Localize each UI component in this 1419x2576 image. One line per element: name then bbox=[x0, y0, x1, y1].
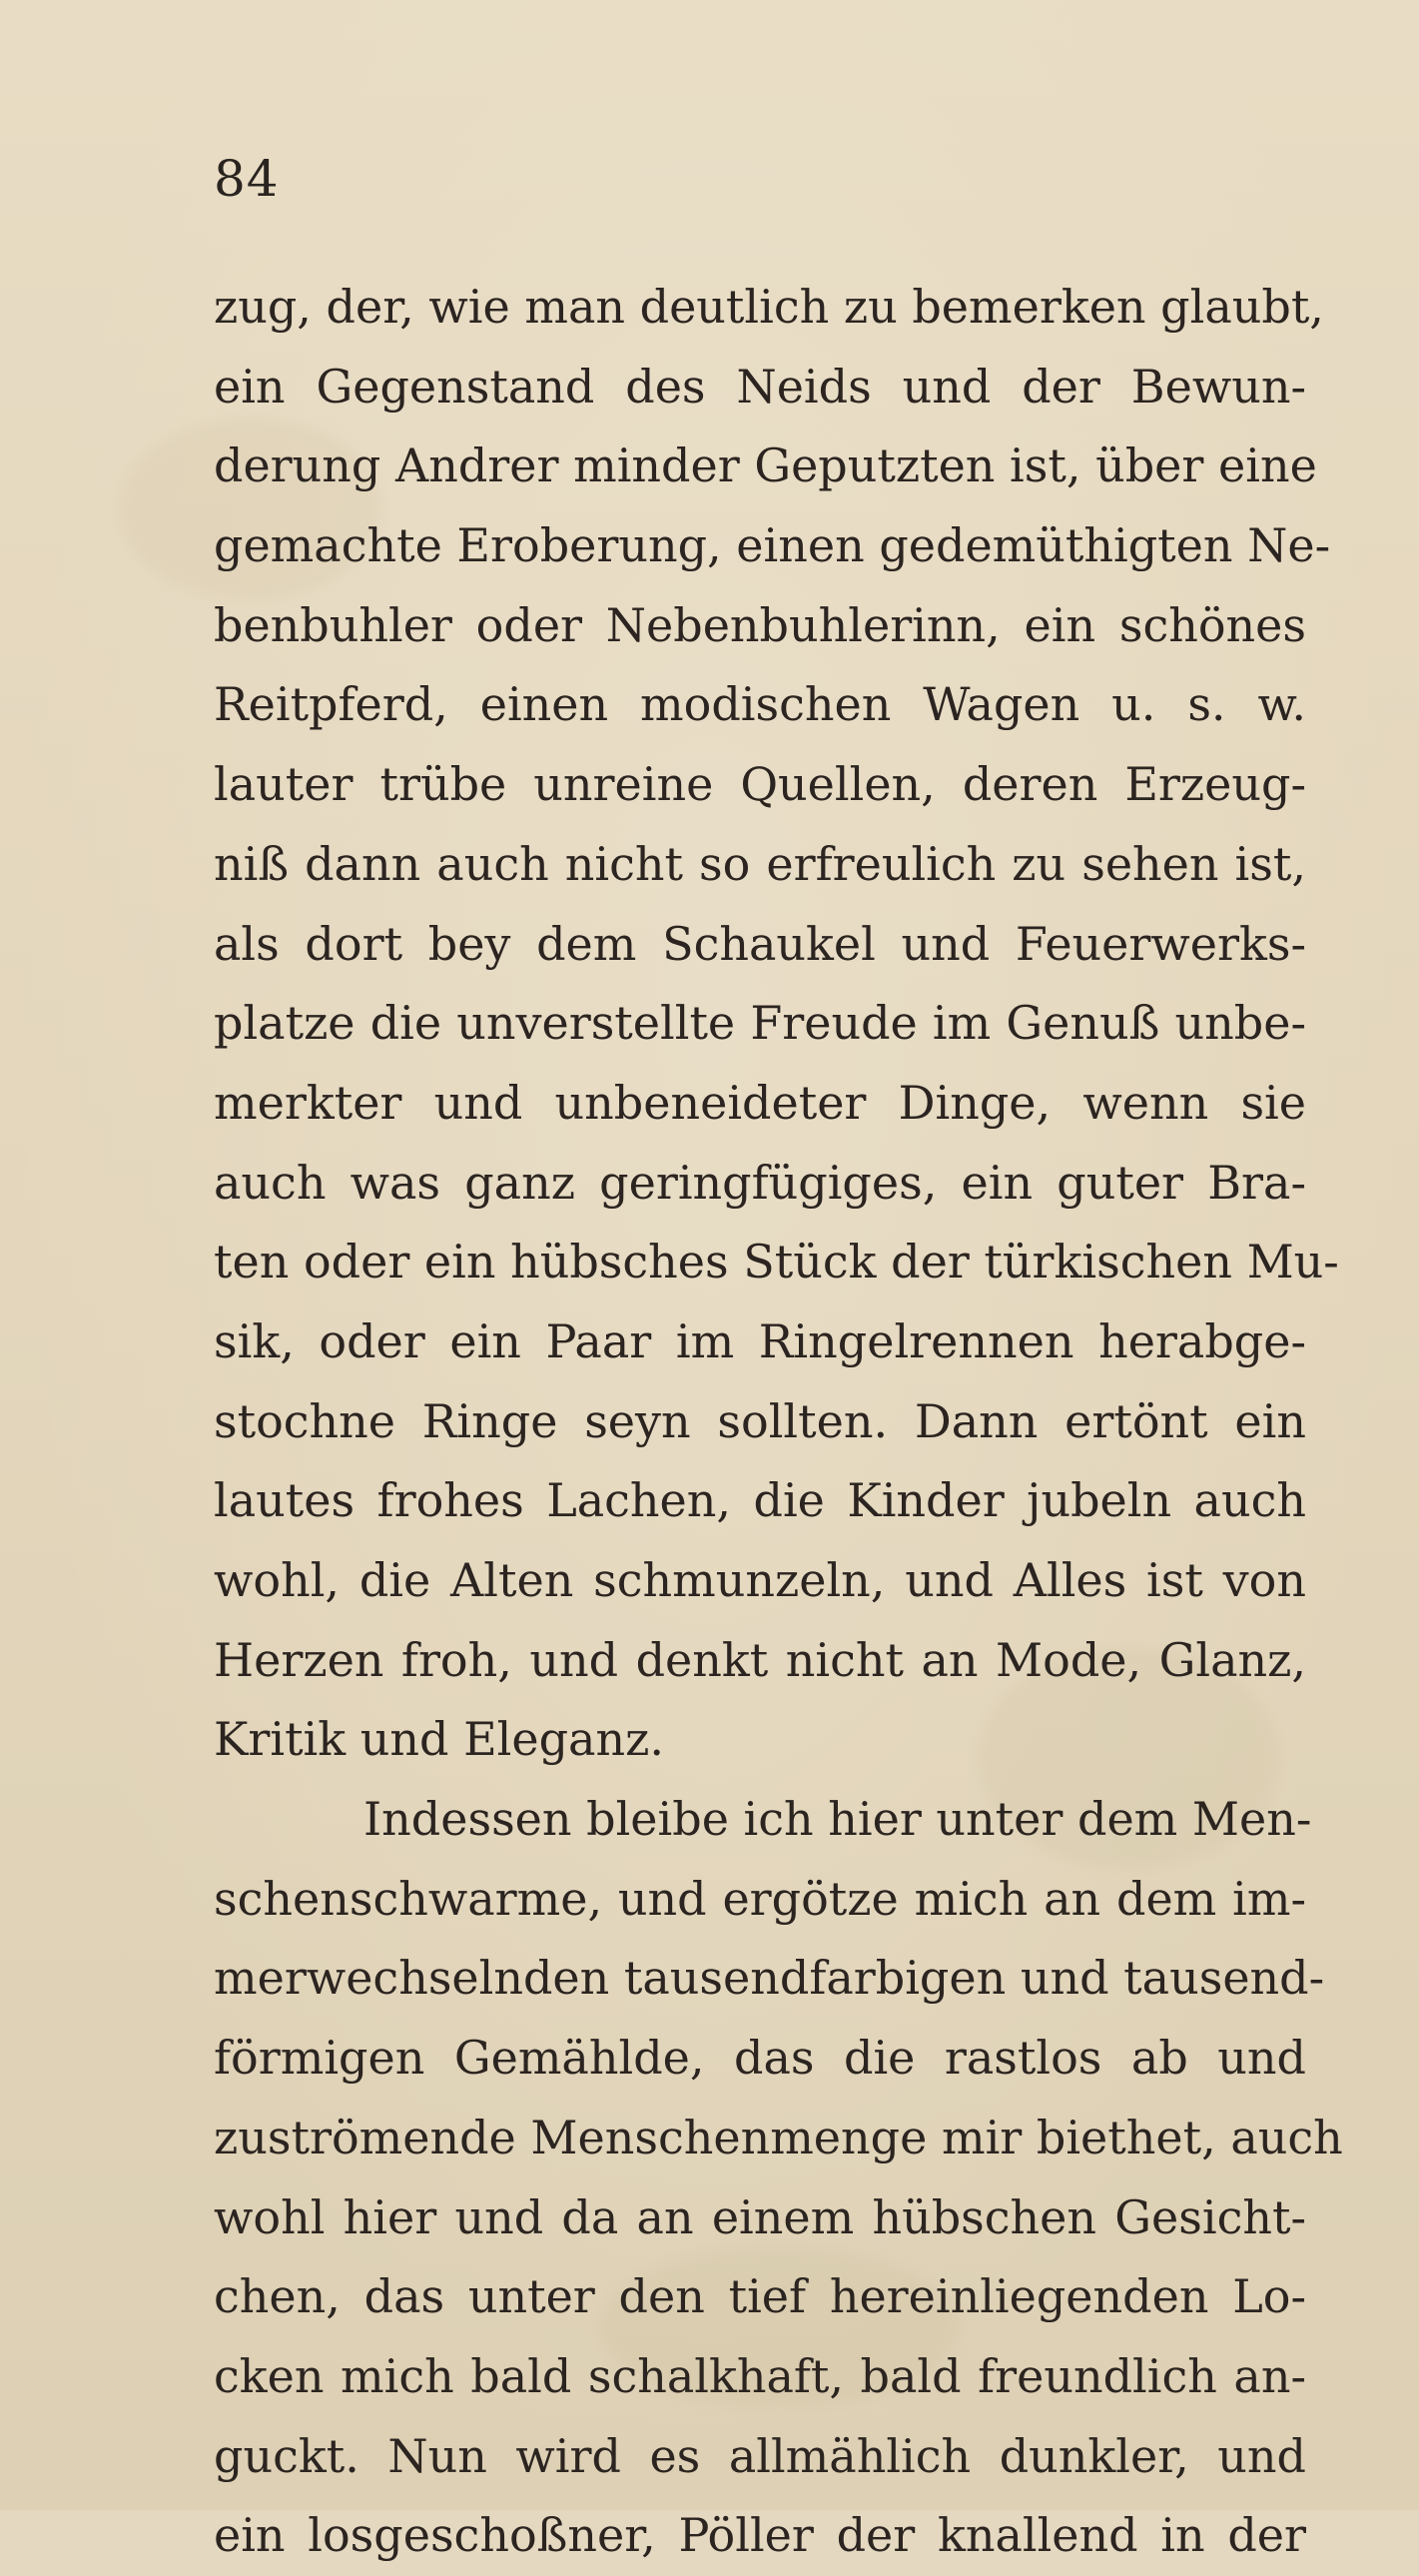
text-line: lauter trübe unreine Quellen, deren Erzeug- bbox=[214, 757, 1306, 812]
text-line: wohl, die Alten schmunzeln, und Alles ist von bbox=[214, 1553, 1306, 1607]
page-number: 84 bbox=[214, 150, 280, 208]
text-line: benbuhler oder Nebenbuhlerinn, ein schönes bbox=[214, 597, 1306, 652]
text-line: als dort bey dem Schaukel und Feuerwerks- bbox=[214, 916, 1306, 971]
text-line: zuströmende Menschenmenge mir biethet, auch bbox=[214, 2110, 1343, 2164]
text-line: Reitpferd, einen modischen Wagen u. s. w. bbox=[214, 677, 1306, 732]
text-line: derung Andrer minder Geputzten ist, über eine bbox=[214, 438, 1317, 493]
text-line: guckt. Nun wird es allmählich dunkler, und bbox=[214, 2428, 1306, 2483]
text-line: ein Gegenstand des Neids und der Bewun- bbox=[214, 359, 1306, 414]
text-line: merwechselnden tausendfarbigen und tausend- bbox=[214, 1951, 1325, 2006]
text-line: cken mich bald schalkhaft, bald freundlich an- bbox=[214, 2348, 1306, 2403]
text-line: auch was ganz geringfügiges, ein guter Bra- bbox=[214, 1155, 1306, 1210]
text-line: ten oder ein hübsches Stück der türkischen Mu- bbox=[214, 1235, 1339, 1289]
text-line: merkter und unbeneideter Dinge, wenn sie bbox=[214, 1075, 1306, 1130]
text-line: lautes frohes Lachen, die Kinder jubeln auch bbox=[214, 1473, 1306, 1528]
text-line: chen, das unter den tief hereinliegenden Lo- bbox=[214, 2269, 1306, 2324]
text-line: platze die unverstellte Freude im Genuß unbe- bbox=[214, 996, 1306, 1051]
text-line: schenschwarme, und ergötze mich an dem im- bbox=[214, 1871, 1306, 1926]
text-line: niß dann auch nicht so erfreulich zu sehen ist, bbox=[214, 836, 1306, 891]
paragraph-end-line: Kritik und Eleganz. bbox=[214, 1712, 664, 1767]
text-line: ein losgeschoßner, Pöller der knallend in der bbox=[214, 2508, 1306, 2563]
text-line: Herzen froh, und denkt nicht an Mode, Glanz, bbox=[214, 1632, 1306, 1687]
text-line: gemachte Eroberung, einen gedemüthigten Ne- bbox=[214, 518, 1331, 573]
text-line: wohl hier und da an einem hübschen Gesicht- bbox=[214, 2189, 1306, 2244]
paragraph-start-line: Indessen bleibe ich hier unter dem Men- bbox=[363, 1792, 1312, 1847]
text-line: förmigen Gemählde, das die rastlos ab und bbox=[214, 2031, 1306, 2086]
text-line: sik, oder ein Paar im Ringelrennen herabge- bbox=[214, 1313, 1306, 1368]
text-line: zug, der, wie man deutlich zu bemerken glaubt, bbox=[214, 280, 1324, 334]
text-line: stochne Ringe seyn sollten. Dann ertönt ein bbox=[214, 1393, 1306, 1448]
body-text bbox=[214, 268, 1343, 2576]
